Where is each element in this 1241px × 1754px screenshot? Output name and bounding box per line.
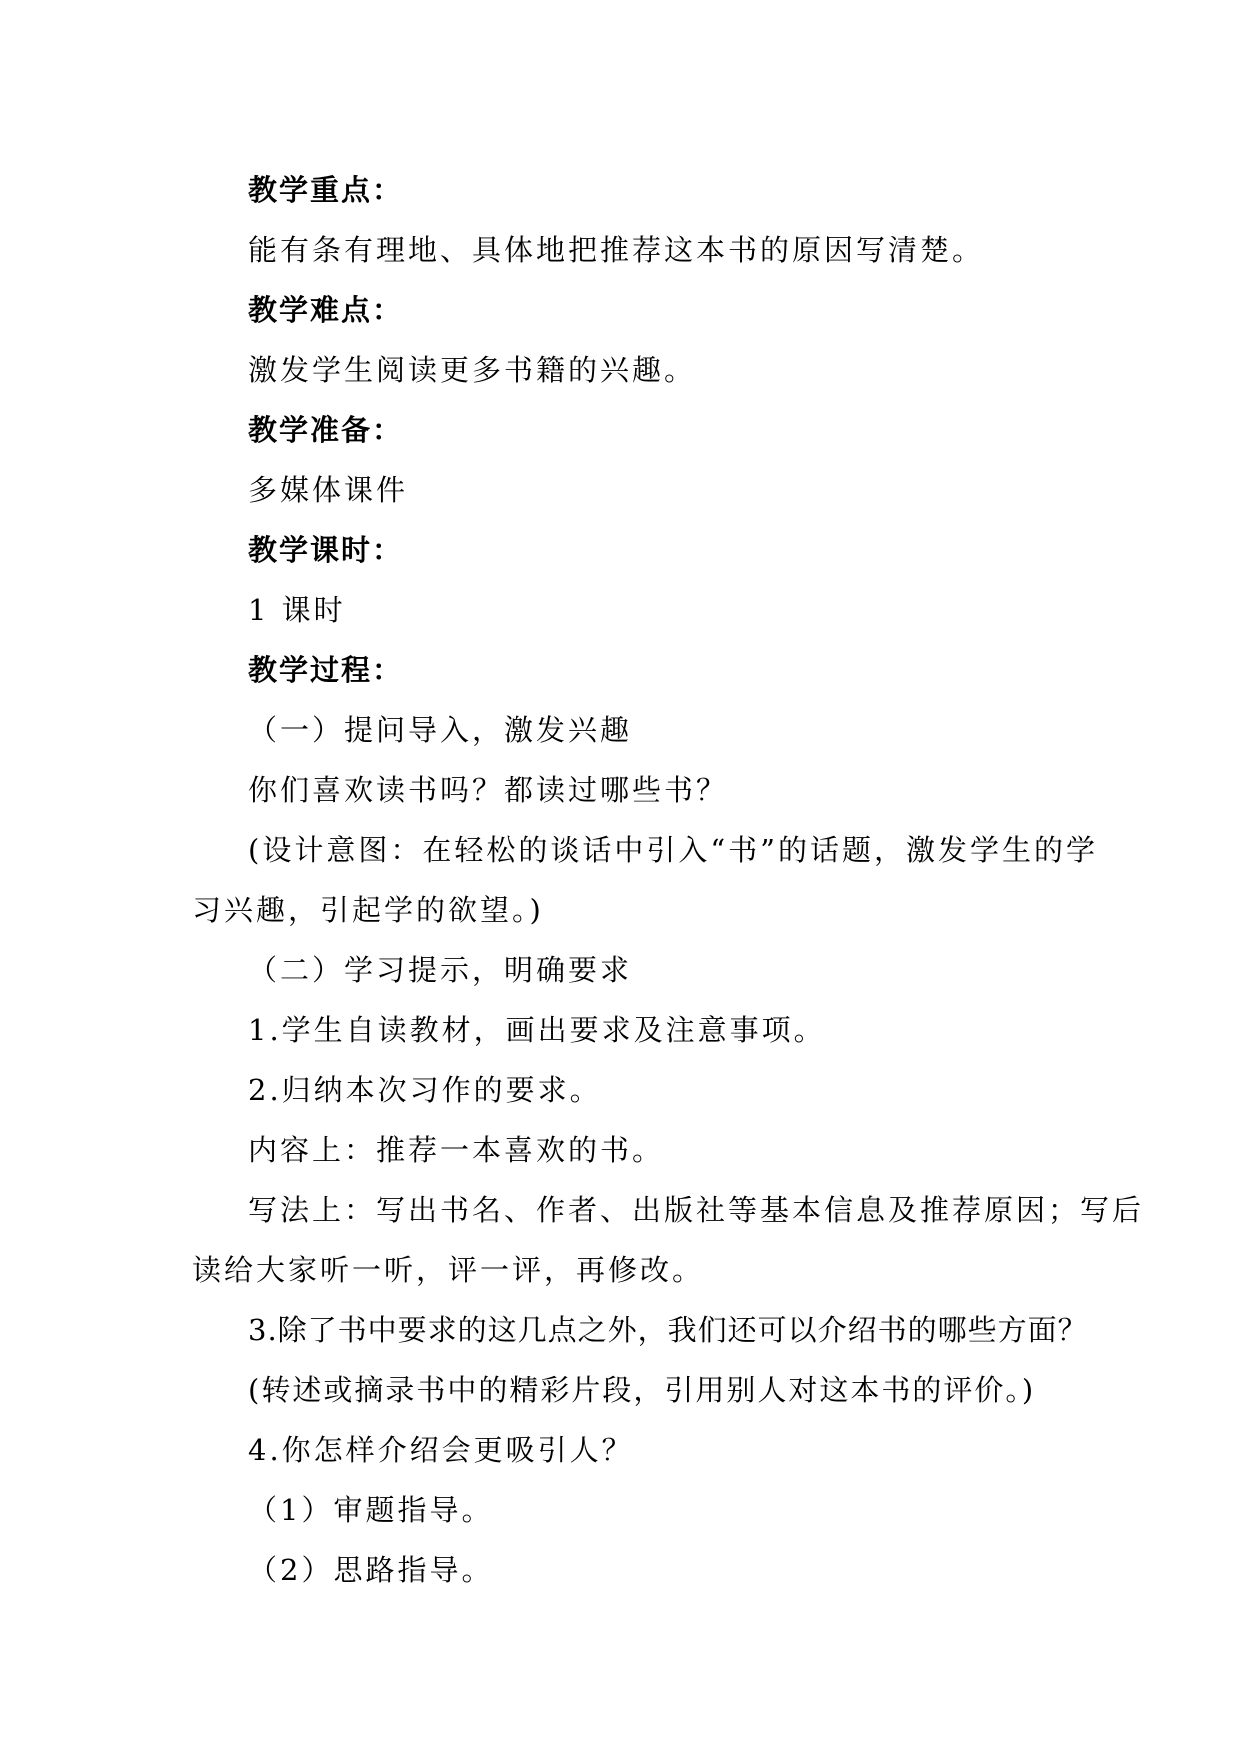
- item-2: 2.归纳本次习作的要求。: [248, 1073, 602, 1107]
- preparation-text: 多媒体课件: [248, 473, 409, 507]
- step1-intent-line1: (设计意图：在轻松的谈话中引入“书”的话题，激发学生的学: [248, 833, 1098, 867]
- item-4: 4.你怎样介绍会更吸引人？: [248, 1433, 634, 1467]
- item-3-answer: (转述或摘录书中的精彩片段，引用别人对这本书的评价。): [248, 1373, 1036, 1407]
- item-1: 1.学生自读教材，画出要求及注意事项。: [248, 1013, 826, 1047]
- content-requirement: 内容上：推荐一本喜欢的书。: [248, 1133, 665, 1167]
- process-heading: 教学过程：: [248, 653, 404, 687]
- step1-intent-line2: 习兴趣，引起学的欲望。): [192, 893, 544, 927]
- difficulty-heading: 教学难点：: [248, 293, 404, 327]
- writing-requirement-line2: 读给大家听一听，评一评，再修改。: [192, 1253, 705, 1287]
- writing-requirement-line1: 写法上：写出书名、作者、出版社等基本信息及推荐原因；写后: [248, 1193, 1145, 1227]
- period-text: 1 课时: [248, 593, 346, 627]
- step1-title: （一）提问导入，激发兴趣: [248, 713, 633, 747]
- sub-item-1: （1）审题指导。: [248, 1493, 494, 1527]
- period-heading: 教学课时：: [248, 533, 404, 567]
- step2-title: （二）学习提示，明确要求: [248, 953, 633, 987]
- key-points-text: 能有条有理地、具体地把推荐这本书的原因写清楚。: [248, 233, 985, 267]
- key-points-heading: 教学重点：: [248, 173, 404, 207]
- step1-question: 你们喜欢读书吗？都读过哪些书？: [248, 773, 729, 807]
- difficulty-text: 激发学生阅读更多书籍的兴趣。: [248, 353, 697, 387]
- preparation-heading: 教学准备：: [248, 413, 404, 447]
- sub-item-2: （2）思路指导。: [248, 1553, 494, 1587]
- item-3: 3.除了书中要求的这几点之外，我们还可以介绍书的哪些方面？: [248, 1313, 1088, 1347]
